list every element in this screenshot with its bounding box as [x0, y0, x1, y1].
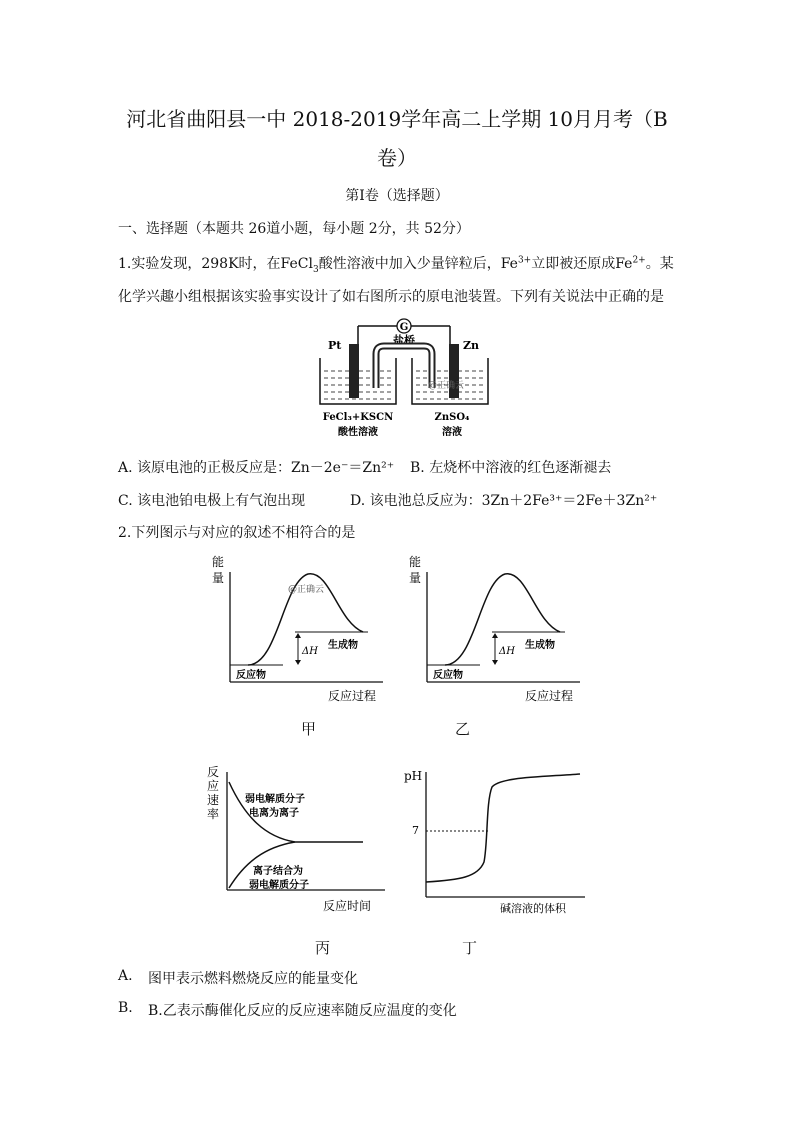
svg-text:率: 率: [207, 807, 220, 821]
exam-title-line1: 河北省曲阳县一中 2018-2019学年高二上学期 10月月考（B: [126, 107, 668, 131]
svg-text:离子结合为: 离子结合为: [253, 866, 303, 877]
galvanic-cell-diagram: [300, 316, 505, 446]
svg-text:7: 7: [412, 824, 419, 837]
svg-text:弱电解质分子: 弱电解质分子: [245, 794, 305, 805]
svg-text:能: 能: [409, 555, 422, 569]
section-heading: 第Ⅰ卷（选择题）: [345, 188, 449, 204]
meter-symbol: G: [399, 322, 409, 333]
svg-text:反: 反: [207, 765, 220, 779]
q1-option-a: A. 该原电池的正极反应是：Zn－2e⁻＝Zn²⁺: [118, 460, 395, 476]
svg-text:生成物: 生成物: [525, 640, 555, 651]
caption-ding: 丁: [462, 939, 478, 957]
caption-jia: 甲: [301, 720, 317, 738]
pt-electrode: [349, 344, 359, 398]
titration-curve: [426, 774, 580, 882]
svg-text:反应时间: 反应时间: [323, 899, 372, 913]
svg-text:电离为离子: 电离为离子: [249, 808, 299, 819]
svg-text:反应过程: 反应过程: [525, 689, 574, 703]
graph-bing: [205, 762, 390, 922]
svg-text:速: 速: [207, 793, 220, 807]
q1-option-b: B. 左烧杯中溶液的红色逐渐褪去: [410, 460, 612, 476]
q1-option-c: C. 该电池铂电极上有气泡出现: [118, 493, 306, 509]
svg-text:ΔH: ΔH: [499, 646, 515, 657]
pt-label: Pt: [328, 339, 342, 352]
svg-text:pH: pH: [404, 769, 423, 783]
left-solution-label: FeCl₃+KSCN: [322, 412, 394, 423]
right-solution-label-2: 溶液: [442, 427, 462, 438]
right-solution-label: ZnSO₄: [434, 412, 470, 423]
salt-bridge: [376, 346, 432, 388]
svg-text:应: 应: [207, 779, 220, 793]
part-heading: 一、选择题（本题共 26道小题，每小题 2分，共 52分）: [118, 221, 470, 237]
svg-text:弱电解质分子: 弱电解质分子: [249, 880, 309, 891]
svg-text:量: 量: [409, 571, 422, 585]
svg-text:ΔH: ΔH: [302, 646, 318, 657]
svg-text:能: 能: [212, 555, 225, 569]
zn-label: Zn: [463, 339, 480, 352]
graph-yi: [405, 552, 585, 712]
svg-text:反应物: 反应物: [433, 670, 463, 681]
q1-stem-line2: 化学兴趣小组根据该实验事实设计了如右图所示的原电池装置。下列有关说法中正确的是: [118, 289, 664, 305]
graph-ding: [400, 762, 590, 922]
salt-bridge-label: 盐桥: [393, 334, 415, 347]
graph-jia: [208, 552, 388, 712]
exam-title-line2: 卷）: [377, 146, 417, 170]
q2-stem: 2.下列图示与对应的叙述不相符合的是: [118, 525, 356, 541]
caption-bing: 丙: [315, 939, 331, 957]
q2-option-a-letter: A.: [118, 968, 133, 984]
q2-option-a-text: 图甲表示燃料燃烧反应的能量变化: [148, 971, 358, 987]
caption-yi: 乙: [455, 720, 471, 738]
q2-option-b-letter: B.: [118, 1000, 133, 1016]
svg-text:@正确云: @正确云: [288, 585, 325, 595]
svg-text:量: 量: [212, 571, 225, 585]
svg-text:生成物: 生成物: [328, 640, 358, 651]
q1-option-d: D. 该电池总反应为：3Zn＋2Fe³⁺＝2Fe＋3Zn²⁺: [350, 493, 658, 509]
q2-option-b-text: B.乙表示酶催化反应的反应速率随反应温度的变化: [148, 1003, 457, 1019]
svg-text:碱溶液的体积: 碱溶液的体积: [500, 902, 566, 915]
svg-text:反应过程: 反应过程: [328, 689, 377, 703]
watermark: @正确云: [428, 381, 465, 391]
left-solution-label-2: 酸性溶液: [338, 427, 378, 438]
q1-stem-line1: 1.实验发现，298K时，在FeCl$_3$酸性溶液中加入少量锌粒后，$Fe^{3+}$立即被还原成$Fe^{2+}$。某: [118, 255, 674, 275]
svg-text:反应物: 反应物: [236, 670, 266, 681]
